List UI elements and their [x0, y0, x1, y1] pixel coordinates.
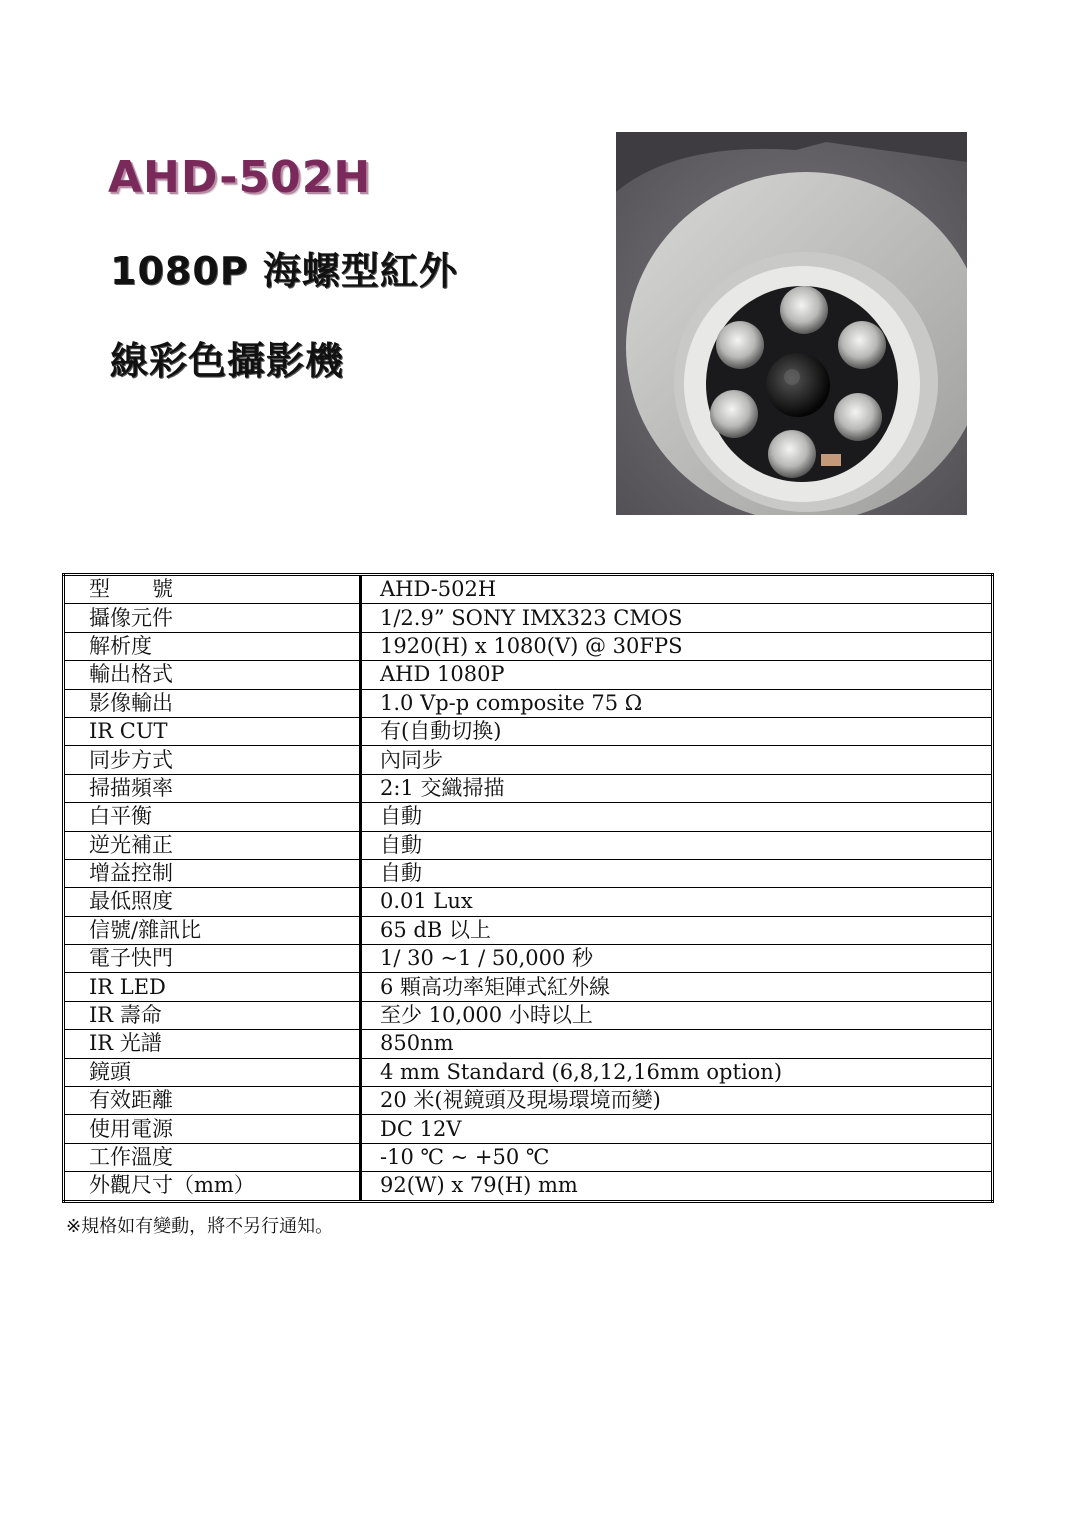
spec-label: 攝像元件 [64, 604, 361, 632]
spec-value: DC 12V [361, 1115, 993, 1143]
spec-value: AHD 1080P [361, 661, 993, 689]
spec-row [64, 689, 993, 717]
spec-row [64, 1087, 993, 1115]
spec-value: 1/ 30 ~1 / 50,000 秒 [361, 945, 993, 973]
spec-label: 使用電源 [64, 1115, 361, 1143]
spec-value: 內同步 [361, 746, 993, 774]
spec-value: 1.0 Vp-p composite 75 Ω [361, 689, 993, 717]
spec-row [64, 973, 993, 1001]
spec-label: 電子快門 [64, 945, 361, 973]
spec-value: 自動 [361, 859, 993, 887]
spec-label: 增益控制 [64, 859, 361, 887]
spec-label: 最低照度 [64, 888, 361, 916]
spec-row [64, 661, 993, 689]
spec-row [64, 1058, 993, 1086]
dome-camera-illustration [616, 132, 967, 515]
spec-label: IR 壽命 [64, 1001, 361, 1029]
camera-lens [766, 353, 830, 417]
spec-label: 信號/雜訊比 [64, 916, 361, 944]
spec-label: 逆光補正 [64, 831, 361, 859]
spec-row [64, 1115, 993, 1143]
spec-value: 0.01 Lux [361, 888, 993, 916]
spec-table [62, 573, 994, 1203]
spec-row [64, 632, 993, 660]
spec-label: 掃描頻率 [64, 774, 361, 802]
spec-label: 解析度 [64, 632, 361, 660]
spec-row [64, 888, 993, 916]
spec-row [64, 859, 993, 887]
spec-row [64, 575, 993, 604]
spec-value: 4 mm Standard (6,8,12,16mm option) [361, 1058, 993, 1086]
disclaimer-note: ※規格如有變動，將不另行通知。 [66, 1216, 334, 1237]
spec-value: AHD-502H [361, 575, 993, 604]
spec-row [64, 916, 993, 944]
spec-row [64, 831, 993, 859]
spec-row [64, 1030, 993, 1058]
spec-value: 有(自動切換) [361, 717, 993, 745]
spec-value: 92(W) x 79(H) mm [361, 1172, 993, 1201]
spec-row [64, 1001, 993, 1029]
spec-label: IR CUT [64, 717, 361, 745]
spec-value: 20 米(視鏡頭及現場環境而變) [361, 1087, 993, 1115]
spec-row [64, 803, 993, 831]
subtitle-line-1: 1080P 海螺型紅外 [110, 249, 458, 293]
spec-label: 有效距離 [64, 1087, 361, 1115]
spec-value: 1920(H) x 1080(V) @ 30FPS [361, 632, 993, 660]
spec-value: 自動 [361, 831, 993, 859]
model-title: AHD-502H [108, 152, 372, 203]
spec-label: IR LED [64, 973, 361, 1001]
spec-row [64, 945, 993, 973]
spec-row [64, 774, 993, 802]
spec-label: 型 號 [64, 575, 361, 604]
spec-label: 輸出格式 [64, 661, 361, 689]
spec-value: 2:1 交織掃描 [361, 774, 993, 802]
spec-row [64, 717, 993, 745]
spec-value: 自動 [361, 803, 993, 831]
spec-value: 850nm [361, 1030, 993, 1058]
spec-row [64, 746, 993, 774]
spec-value: 1/2.9” SONY IMX323 CMOS [361, 604, 993, 632]
spec-label: 鏡頭 [64, 1058, 361, 1086]
spec-value: -10 ℃ ~ +50 ℃ [361, 1143, 993, 1171]
spec-label: 影像輸出 [64, 689, 361, 717]
subtitle-line-2: 線彩色攝影機 [110, 339, 345, 383]
spec-value: 至少 10,000 小時以上 [361, 1001, 993, 1029]
spec-row [64, 1172, 993, 1201]
spec-row [64, 604, 993, 632]
spec-label: IR 光譜 [64, 1030, 361, 1058]
spec-label: 同步方式 [64, 746, 361, 774]
spec-value: 65 dB 以上 [361, 916, 993, 944]
spec-row [64, 1143, 993, 1171]
product-photo [616, 132, 967, 515]
spec-label: 白平衡 [64, 803, 361, 831]
spec-label: 工作溫度 [64, 1143, 361, 1171]
spec-value: 6 顆高功率矩陣式紅外線 [361, 973, 993, 1001]
spec-label: 外觀尺寸（mm） [64, 1172, 361, 1201]
